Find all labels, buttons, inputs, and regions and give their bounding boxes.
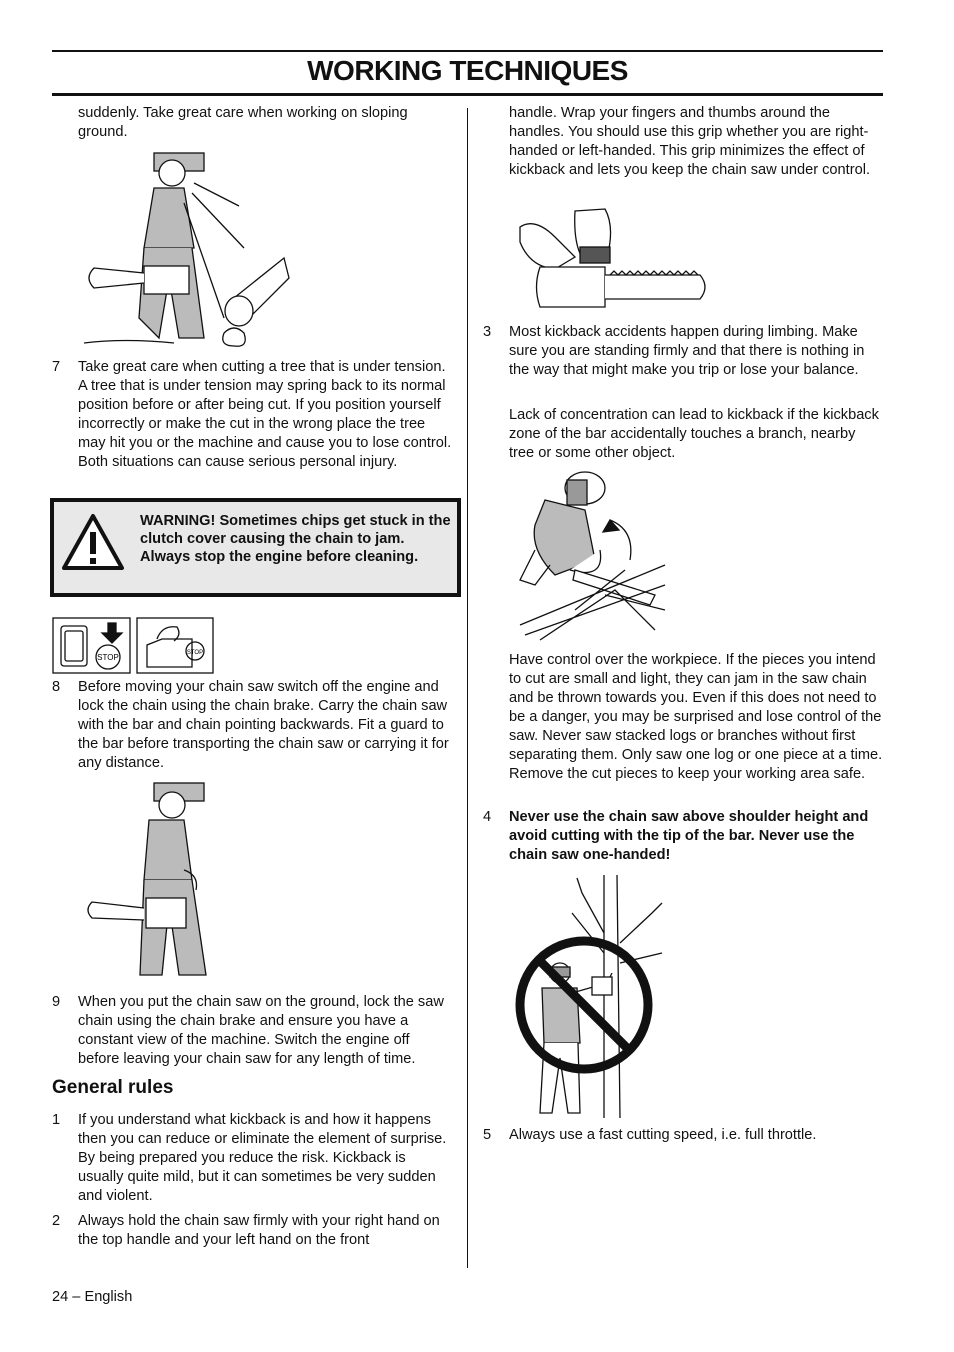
figure-prohibited-overhead: [512, 873, 672, 1123]
item5-number: 5: [483, 1127, 492, 1143]
warning-box: [50, 498, 461, 597]
page-title: WORKING TECHNIQUES: [307, 55, 628, 86]
figure-operator-slope: [84, 148, 294, 353]
item7-number: 7: [52, 359, 61, 375]
item8-number: 8: [52, 679, 61, 695]
rule2-number: 2: [52, 1213, 61, 1229]
concentration-paragraph: Lack of concentration can lead to kickback if the kickback zone of the bar accidentally touches a branch, nearby tree or some other object.: [509, 407, 879, 461]
figure-hand-grip: [515, 207, 710, 312]
page-footer: 24 – English: [52, 1289, 133, 1305]
item7-text: Take great care when cutting a tree that is under tension. A tree that is under tension may spring back to its normal position before or after being cut. If you position yourself incorrectly or make the cut in the wrong place the tree may hit you or the machine and cause you to lose control. Both situations can cause serious personal injury.: [78, 359, 452, 470]
limbing-kickback-illustration: [515, 470, 670, 645]
warning-triangle-icon: [60, 512, 126, 572]
item3-text: Most kickback accidents happen during limbing. Make sure you are standing firmly and that there is nothing in the way that might make you trip or lose your balance.: [509, 324, 865, 378]
header-bottom-rule: [52, 93, 883, 96]
prohibited-overhead-illustration: [512, 873, 672, 1123]
item3-number: 3: [483, 324, 492, 340]
general-rules-heading: General rules: [52, 1077, 174, 1098]
item4-number: 4: [483, 809, 492, 825]
warning-text: WARNING! Sometimes chips get stuck in the clutch cover causing the chain to jam. Always stop the engine before cleaning.: [140, 513, 451, 565]
item9-number: 9: [52, 994, 61, 1010]
item4-text: Never use the chain saw above shoulder height and avoid cutting with the tip of the bar. Never use the chain saw one-handed!: [509, 809, 869, 863]
column-divider: [467, 108, 468, 1268]
figure-carrying-saw: [84, 780, 214, 985]
stop-icons: [52, 617, 214, 675]
stop-engine-icons: [52, 617, 214, 675]
hand-grip-illustration: [515, 207, 710, 312]
workpiece-control-paragraph: Have control over the workpiece. If the pieces you intend to cut are small and light, they can jam in the saw chain and be thrown towards you. Even if this does not need to be a danger, you may be surprised and lose control of the saw. Never saw stacked logs or branches without first separating them. Only saw one log or one piece at a time. Remove the cut pieces to keep your working area safe.: [509, 652, 883, 782]
stop-label-1: STOP: [97, 653, 119, 662]
operator-slope-illustration: [84, 148, 294, 353]
header-top-rule: [52, 50, 883, 52]
rule1-number: 1: [52, 1112, 61, 1128]
rule1-text: If you understand what kickback is and how it happens then you can reduce or eliminate the element of surprise. By being prepared you reduce the risk. Kickback is usually quite mild, but it can sometimes be very sudden and violent.: [78, 1112, 447, 1204]
intro-paragraph: suddenly. Take great care when working on sloping ground.: [78, 105, 408, 140]
carrying-saw-illustration: [84, 780, 214, 985]
rule2-text: Always hold the chain saw firmly with your right hand on the top handle and your left hand on the front: [78, 1213, 440, 1248]
stop-label-2: STOP: [186, 650, 204, 656]
item9-text: When you put the chain saw on the ground, lock the saw chain using the chain brake and ensure you have a constant view of the machine. Switch the engine off before leaving your chain saw for any length of time.: [78, 994, 444, 1067]
item5-text: Always use a fast cutting speed, i.e. full throttle.: [509, 1127, 817, 1143]
right-continuation-paragraph: handle. Wrap your fingers and thumbs around the handles. You should use this grip whether you are right-handed or left-handed. This grip minimizes the effect of kickback and lets you keep the chain saw under control.: [509, 105, 870, 178]
item8-text: Before moving your chain saw switch off the engine and lock the chain using the chain brake. Carry the chain saw with the bar and chain pointing backwards. Fit a guard to the bar before transporting the chain saw or carrying it for any distance.: [78, 679, 449, 771]
figure-limbing-kickback: [515, 470, 670, 645]
